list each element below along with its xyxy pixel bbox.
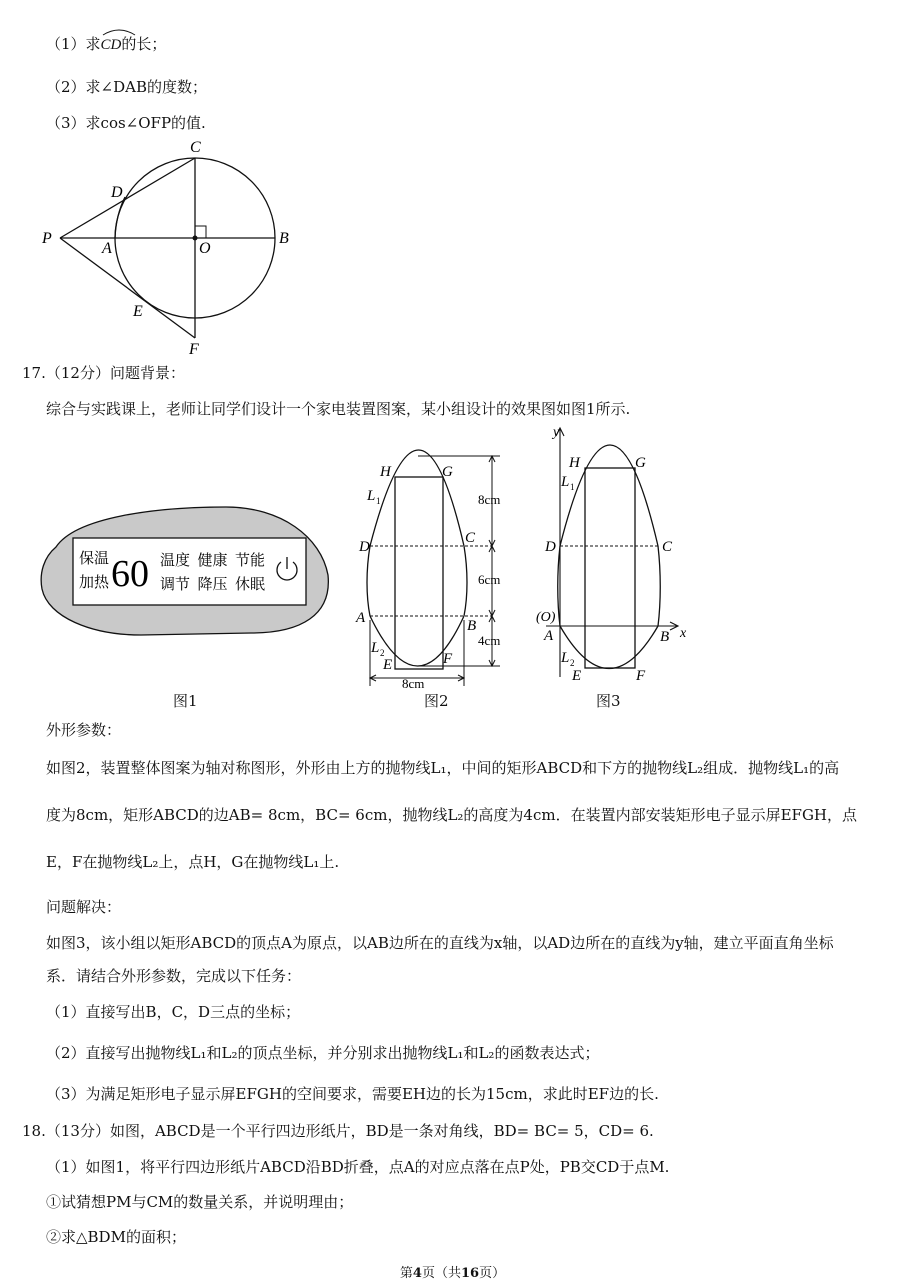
display-panel (73, 538, 306, 605)
fig1-number: 60 (111, 553, 149, 595)
q18-sub1: ①试猜想PM与CM的数量关系，并说明理由； (46, 1193, 354, 1211)
q17-para1-line2: 度为8cm，矩形ABCD的边AB= 8cm，BC= 6cm，抛物线L₂的高度为4cm．在装置内部安装矩形电子显示屏EFGH，点 (46, 806, 858, 824)
fig3-label-b: B (660, 629, 670, 645)
fig2-label-c: C (465, 530, 476, 546)
fig2-label-l1: L (367, 488, 376, 504)
label-c: C (190, 139, 201, 156)
fig2-label-l2: L (371, 640, 380, 656)
label-p: P (42, 230, 52, 247)
q17-intro: 综合与实践课上，老师让同学们设计一个家电装置图案，某小组设计的效果图如图1所示. (46, 400, 631, 418)
arc-cd-notation: CD (101, 35, 122, 55)
label-b: B (279, 230, 289, 247)
q16-part3: （3）求cos∠OFP的值. (46, 114, 206, 132)
fig1-device (36, 505, 331, 645)
label-e: E (133, 303, 143, 320)
fig3-label-l1: L (561, 474, 570, 490)
fig1-left2: 加热 (79, 575, 110, 591)
fig3-rect-efgh (585, 468, 635, 668)
center-point (193, 236, 198, 241)
fig3-label-h: H (569, 455, 580, 471)
fig3-diagram (530, 422, 705, 687)
fig3-label-y: y (553, 425, 560, 440)
q17-task3: （3）为满足矩形电子显示屏EFGH的空间要求，需要EH边的长为15cm，求此时EF边的长. (46, 1085, 659, 1103)
q16-circle-figure (30, 135, 300, 360)
fig3-label-d: D (545, 539, 556, 555)
fig1-row1: 温度 健康 节能 (160, 553, 266, 569)
label-a: A (102, 240, 112, 257)
fig2-label-d: D (359, 539, 370, 555)
fig1-left1: 保温 (79, 551, 110, 567)
q17-para1-line3: E，F在抛物线L₂上，点H，G在抛物线L₁上. (46, 853, 340, 871)
side-ad (367, 546, 370, 616)
fig3-label-g: G (635, 455, 646, 471)
arc-symbol (101, 28, 137, 36)
q17-header: 17.（12分）问题背景： (22, 364, 185, 382)
fig2-label-l1-sub: 1 (376, 496, 381, 506)
label-o: O (199, 240, 211, 257)
fig3-label-x: x (680, 626, 687, 641)
q18-sub2: ②求△BDM的面积； (46, 1228, 186, 1246)
line-pc (60, 158, 195, 238)
label-f: F (189, 341, 199, 358)
page-number: 4 (412, 1266, 422, 1281)
q17-task1: （1）直接写出B，C，D三点的坐标； (46, 1003, 301, 1021)
fig3-side-bc (658, 546, 660, 626)
fig3-label-c: C (662, 539, 673, 555)
fig3-caption: 图3 (596, 692, 621, 710)
q16-part2: （2）求∠DAB的度数； (46, 78, 207, 96)
fig2-label-l2-sub: 2 (380, 648, 385, 658)
total-pages: 16 (460, 1266, 480, 1281)
q17-task2: （2）直接写出抛物线L₁和L₂的顶点坐标，并分别求出抛物线L₁和L₂的函数表达式； (46, 1044, 600, 1062)
q18-header: 18.（13分）如图，ABCD是一个平行四边形纸片，BD是一条对角线，BD= BC= 5，CD= 6. (22, 1122, 654, 1140)
fig2-label-b: B (467, 618, 477, 634)
fig2-label-h: H (380, 464, 391, 480)
fig2-dim-width: 8cm (402, 676, 425, 690)
fig3-label-l2: L (561, 650, 570, 666)
fig2-diagram (350, 440, 520, 690)
fig3-label-e: E (572, 668, 582, 684)
fig1-caption: 图1 (173, 692, 198, 710)
fig2-label-e: E (383, 657, 393, 673)
fig3-label-l2-sub: 2 (570, 658, 575, 668)
fig3-label-o: (O) (536, 610, 556, 625)
fig2-label-a: A (356, 610, 366, 626)
fig1-row2: 调节 降压 休眠 (160, 577, 266, 593)
fig2-label-g: G (442, 464, 453, 480)
label-d: D (111, 184, 123, 201)
fig3-label-f: F (636, 668, 646, 684)
q17-solve-title: 问题解决： (46, 898, 122, 916)
line-pf (60, 238, 195, 338)
fig3-label-a: A (544, 628, 554, 644)
q18-part1: （1）如图1，将平行四边形纸片ABCD沿BD折叠，点A的对应点落在点P处，PB交CD于点M. (46, 1158, 670, 1176)
fig2-dim-mid: 6cm (478, 572, 501, 587)
fig3-label-l1-sub: 1 (570, 482, 575, 492)
page-footer: 第4页（共16页） (399, 1266, 506, 1281)
fig2-dim-top: 8cm (478, 492, 501, 507)
fig3-parabola-l2 (560, 626, 658, 669)
fig2-caption: 图2 (424, 692, 449, 710)
q17-para1-line1: 如图2，装置整体图案为轴对称图形，外形由上方的抛物线L₁，中间的矩形ABCD和下方的抛物线L₂组成．抛物线L₁的高 (46, 759, 840, 777)
side-bc (464, 546, 467, 616)
q16-part1: （1）求 CD的长； (46, 34, 166, 55)
q17-para2-line2: 系．请结合外形参数，完成以下任务： (46, 967, 302, 985)
fig2-dim-bottom: 4cm (478, 633, 501, 648)
q17-params-title: 外形参数： (46, 721, 122, 739)
rect-efgh (395, 477, 443, 669)
fig2-label-f: F (443, 651, 453, 667)
q17-para2-line1: 如图3，该小组以矩形ABCD的顶点A为原点，以AB边所在的直线为x轴，以AD边所在的直线为y轴，建立平面直角坐标 (46, 934, 834, 952)
